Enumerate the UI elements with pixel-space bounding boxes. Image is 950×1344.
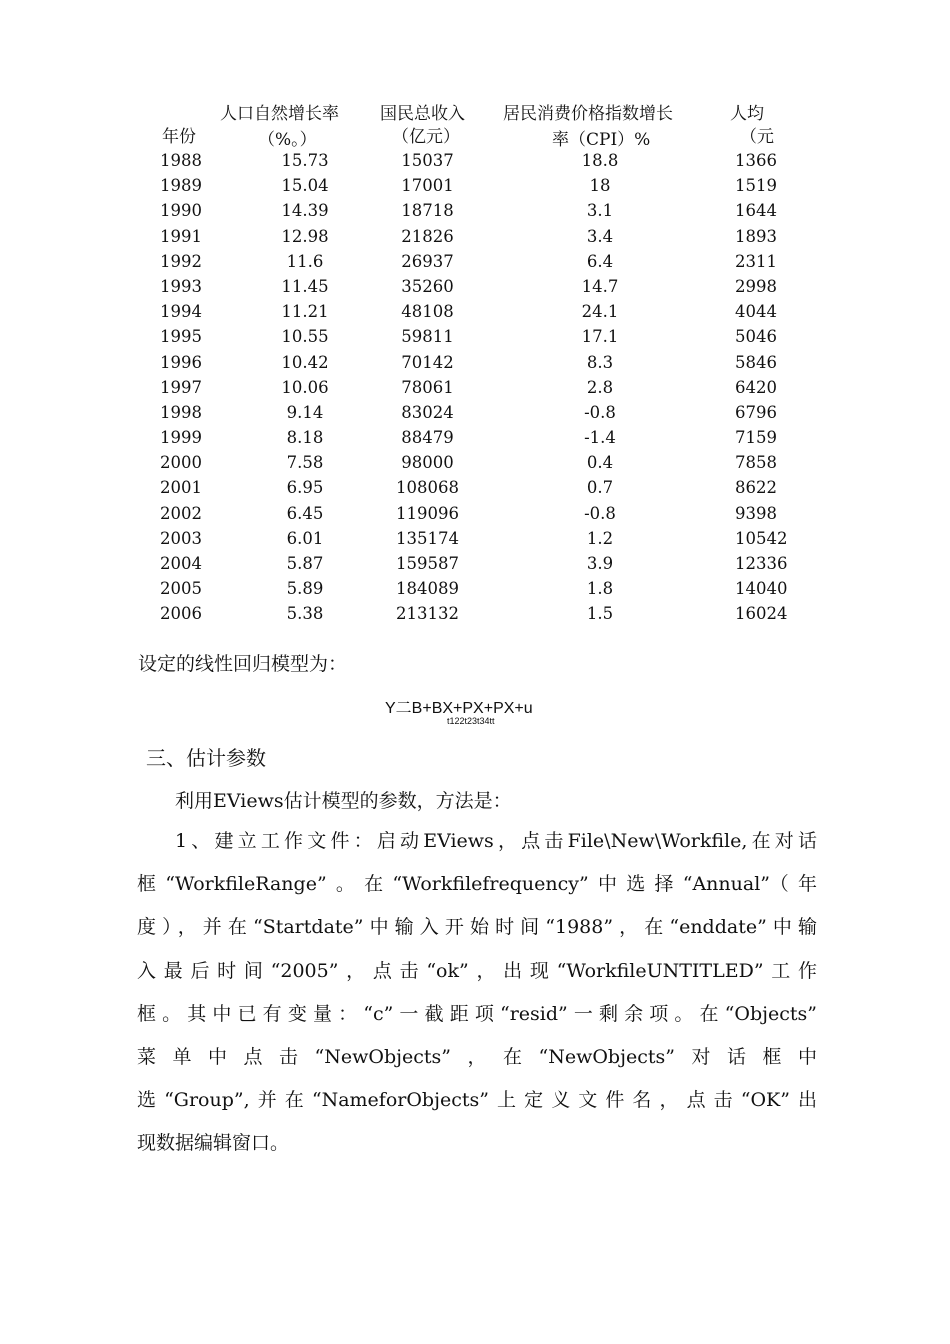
- cell-cpi: 1.2: [586, 528, 614, 548]
- cell-per-capita: 16024: [735, 604, 788, 624]
- cell-cpi: 18.8: [581, 151, 619, 170]
- cell-pop-growth: 5.38: [286, 604, 324, 624]
- header-gni-line2: （亿元）: [392, 127, 460, 147]
- cell-gni: 59811: [401, 327, 454, 347]
- paragraph-line: 框。其中已有变量：“c”一截距项“resid”一剩余项。在“Objects”: [137, 1002, 817, 1025]
- cell-per-capita: 2311: [735, 251, 777, 271]
- table-row: [150, 400, 810, 425]
- cell-pop-growth: 9.14: [286, 402, 324, 422]
- cell-gni: 48108: [401, 302, 454, 322]
- data-table: [150, 96, 810, 623]
- cell-per-capita: 7159: [735, 428, 777, 448]
- cell-year: 1992: [160, 251, 202, 271]
- cell-gni: 15037: [401, 151, 454, 170]
- table-row: [150, 576, 810, 601]
- cell-per-capita: 6796: [735, 402, 777, 422]
- cell-pop-growth: 6.01: [286, 528, 324, 548]
- cell-gni: 88479: [401, 428, 454, 448]
- cell-cpi: 2.8: [586, 377, 614, 397]
- cell-cpi: 3.4: [586, 226, 614, 246]
- cell-cpi: 0.4: [586, 453, 614, 473]
- table-row: [150, 551, 810, 576]
- cell-cpi: 18: [589, 176, 611, 196]
- paragraph-line: 1、建立工作文件：启动EViews，点击File\New\Workfile,在对话: [175, 830, 817, 852]
- cell-gni: 18718: [401, 201, 454, 221]
- cell-cpi: 3.9: [586, 554, 614, 573]
- header-pc-line1: 人均: [730, 104, 764, 124]
- cell-gni: 70142: [401, 352, 454, 372]
- table-row: [150, 601, 810, 623]
- table-row: [150, 375, 810, 400]
- paragraph-line: 入最后时间“2005”，点击“ok”，出现“WorkfileUNTITLED”工作: [137, 959, 817, 982]
- model-intro: 设定的线性回归模型为：: [138, 653, 348, 675]
- header-cpi-line1: 居民消费价格指数增长: [503, 104, 673, 124]
- table-row: [150, 450, 810, 475]
- table-row: [150, 198, 810, 223]
- header-pc-line2: （元: [740, 127, 774, 147]
- cell-pop-growth: 5.89: [286, 579, 324, 599]
- cell-per-capita: 12336: [735, 554, 788, 573]
- cell-cpi: 1.8: [586, 579, 614, 599]
- cell-pop-growth: 11.21: [281, 302, 329, 322]
- cell-year: 2001: [160, 478, 202, 498]
- cell-year: 1994: [160, 302, 202, 322]
- cell-gni: 213132: [396, 604, 459, 624]
- cell-cpi: -1.4: [584, 428, 616, 448]
- table-row: [150, 274, 810, 299]
- cell-cpi: 1.5: [586, 604, 614, 624]
- cell-year: 2004: [160, 554, 202, 573]
- cell-per-capita: 5046: [735, 327, 777, 347]
- cell-pop-growth: 7.58: [286, 453, 324, 473]
- cell-gni: 21826: [401, 226, 454, 246]
- cell-pop-growth: 10.55: [281, 327, 329, 347]
- cell-cpi: 8.3: [586, 352, 614, 372]
- cell-pop-growth: 10.42: [281, 352, 329, 372]
- cell-gni: 98000: [401, 453, 454, 473]
- paragraph-line: 框“WorkfileRange”。在“Workfilefrequency”中选择“Annual”（年: [137, 873, 817, 896]
- table-row: [150, 148, 810, 173]
- cell-cpi: -0.8: [584, 402, 616, 422]
- cell-year: 1998: [160, 402, 202, 422]
- table-row: [150, 350, 810, 375]
- cell-gni: 159587: [396, 554, 459, 573]
- cell-gni: 135174: [396, 528, 459, 548]
- regression-formula-subscripts: t122t23t34tt: [447, 716, 495, 726]
- header-pop-line2: （%。）: [258, 130, 317, 150]
- header-pop-line1: 人口自然增长率: [220, 104, 339, 124]
- header-year: 年份: [162, 127, 196, 147]
- cell-cpi: 24.1: [581, 302, 619, 322]
- cell-year: 2005: [160, 579, 202, 599]
- table-row: [150, 299, 810, 324]
- table-body: [150, 148, 810, 623]
- cell-year: 2000: [160, 453, 202, 473]
- cell-per-capita: 1644: [735, 201, 777, 221]
- paragraph-line: 现数据编辑窗口。: [137, 1132, 290, 1155]
- cell-gni: 83024: [401, 402, 454, 422]
- cell-year: 1996: [160, 352, 202, 372]
- cell-pop-growth: 15.04: [281, 176, 329, 196]
- cell-per-capita: 10542: [735, 528, 788, 548]
- cell-per-capita: 7858: [735, 453, 777, 473]
- step1-paragraph: [137, 820, 817, 1166]
- cell-pop-growth: 6.95: [286, 478, 324, 498]
- table-row: [150, 425, 810, 450]
- cell-cpi: 6.4: [586, 251, 614, 271]
- table-row: [150, 173, 810, 198]
- cell-cpi: -0.8: [584, 503, 616, 523]
- cell-year: 2002: [160, 503, 202, 523]
- cell-pop-growth: 11.45: [281, 276, 329, 296]
- cell-gni: 17001: [401, 176, 454, 196]
- table-header: [150, 96, 810, 148]
- cell-per-capita: 9398: [735, 503, 777, 523]
- cell-per-capita: 1519: [735, 176, 777, 196]
- cell-gni: 108068: [396, 478, 459, 498]
- paragraph-line: 菜单中点击“NewObjects”，在“NewObjects”对话框中: [137, 1045, 817, 1068]
- cell-year: 1988: [160, 151, 202, 170]
- table-row: [150, 475, 810, 500]
- cell-cpi: 3.1: [586, 201, 614, 221]
- cell-per-capita: 5846: [735, 352, 777, 372]
- cell-gni: 119096: [396, 503, 459, 523]
- cell-pop-growth: 11.6: [286, 251, 324, 271]
- header-cpi-line2: 率（CPI）%: [552, 130, 651, 150]
- cell-pop-growth: 8.18: [286, 428, 324, 448]
- cell-year: 1997: [160, 377, 202, 397]
- cell-year: 1999: [160, 428, 202, 448]
- cell-year: 2006: [160, 604, 202, 624]
- cell-per-capita: 4044: [735, 302, 777, 322]
- table-row: [150, 501, 810, 526]
- cell-pop-growth: 15.73: [281, 151, 329, 170]
- cell-year: 1989: [160, 176, 202, 196]
- regression-formula: Y二B+BX+PX+PX+u: [385, 700, 533, 717]
- cell-cpi: 0.7: [586, 478, 614, 498]
- cell-gni: 184089: [396, 579, 459, 599]
- cell-gni: 26937: [401, 251, 454, 271]
- cell-pop-growth: 14.39: [281, 201, 329, 221]
- cell-per-capita: 8622: [735, 478, 777, 498]
- table-row: [150, 224, 810, 249]
- cell-year: 1990: [160, 201, 202, 221]
- cell-per-capita: 1893: [735, 226, 777, 246]
- section-heading: 三、估计参数: [146, 746, 266, 770]
- cell-pop-growth: 6.45: [286, 503, 324, 523]
- cell-per-capita: 2998: [735, 276, 777, 296]
- cell-year: 1993: [160, 276, 202, 296]
- cell-pop-growth: 12.98: [281, 226, 329, 246]
- cell-year: 1995: [160, 327, 202, 347]
- table-row: [150, 324, 810, 349]
- cell-year: 2003: [160, 528, 202, 548]
- cell-gni: 35260: [401, 276, 454, 296]
- table-row: [150, 249, 810, 274]
- cell-cpi: 17.1: [581, 327, 619, 347]
- cell-cpi: 14.7: [581, 276, 619, 296]
- cell-gni: 78061: [401, 377, 454, 397]
- cell-pop-growth: 5.87: [286, 554, 324, 573]
- paragraph-line: 选“Group”,并在“NameforObjects”上定义文件名，点击“OK”出: [137, 1089, 817, 1112]
- paragraph-line: 度），并在“Startdate”中输入开始时间“1988”，在“enddate”中输: [137, 916, 817, 939]
- cell-per-capita: 14040: [735, 579, 788, 599]
- cell-pop-growth: 10.06: [281, 377, 329, 397]
- method-intro: 利用EViews估计模型的参数，方法是：: [175, 790, 512, 812]
- cell-year: 1991: [160, 226, 202, 246]
- cell-per-capita: 6420: [735, 377, 777, 397]
- table-row: [150, 526, 810, 551]
- header-gni-line1: 国民总收入: [380, 104, 465, 124]
- cell-per-capita: 1366: [735, 151, 777, 170]
